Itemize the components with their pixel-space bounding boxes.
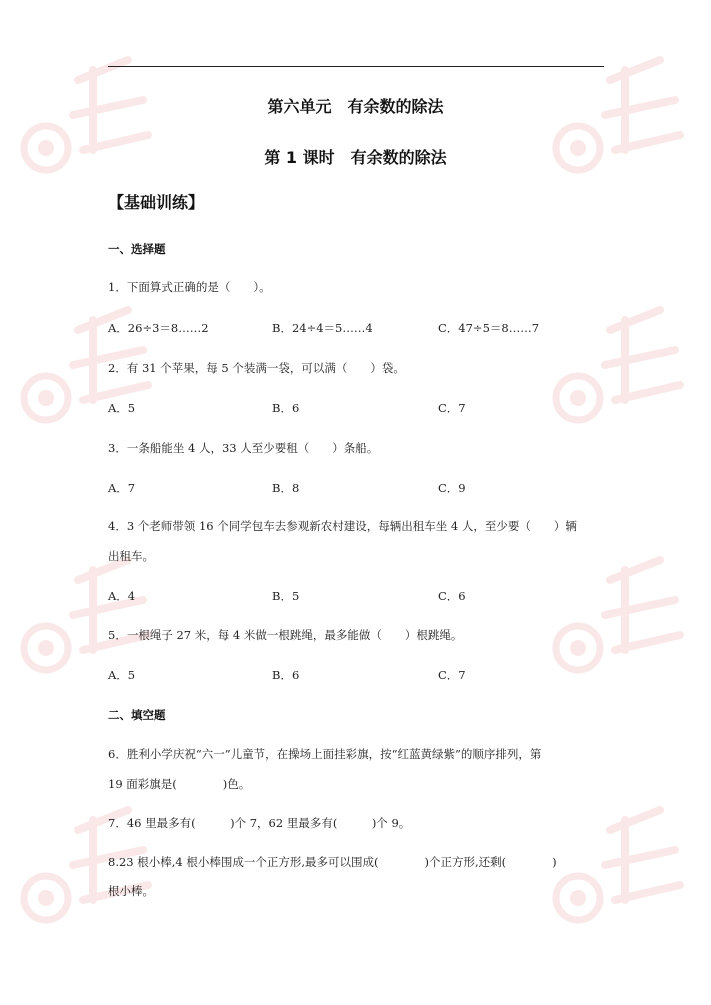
question-4-option-b: B．5 [272,589,300,603]
question-2-text: 2．有 31 个苹果，每 5 个装满一袋，可以满（ ）袋。 [108,361,405,375]
question-1-option-a: A．26÷3＝8……2 [108,321,209,335]
question-3-option-c: C．9 [438,481,466,495]
watermark-logo-icon [540,290,690,440]
question-8-text-line1: 8.23 根小棒,4 根小棒围成一个正方形,最多可以围成( )个正方形,还剩( ) [108,855,557,869]
question-1-option-c: C．47÷5＝8……7 [438,321,540,335]
section-heading: 【基础训练】 [108,193,205,212]
question-2-option-c: C．7 [438,401,466,415]
question-1-text: 1．下面算式正确的是（ ）。 [108,280,271,294]
question-7-text: 7．46 里最多有( )个 7，62 里最多有( )个 9。 [108,816,411,830]
question-4-text-line1: 4．3 个老师带领 16 个同学包车去参观新农村建设，每辆出租车坐 4 人，至少要（ ）辆 [108,519,577,533]
question-1-option-b: B．24÷4＝5……4 [272,321,373,335]
question-5-text: 5．一根绳子 27 米，每 4 米做一根跳绳，最多能做（ ）根跳绳。 [108,628,463,642]
question-2-option-b: B．6 [272,401,300,415]
watermark-logo-icon [540,790,690,940]
question-5-option-c: C．7 [438,668,466,682]
question-4-option-a: A．4 [108,589,136,603]
question-4-option-c: C．6 [438,589,466,603]
question-3-text: 3．一条船能坐 4 人，33 人至少要租（ ）条船。 [108,441,379,455]
question-4-text-line2: 出租车。 [108,549,154,563]
question-6-text-line2: 19 面彩旗是( )色。 [108,777,251,791]
question-3-option-a: A．7 [108,481,136,495]
lesson-title: 第 1 课时 有余数的除法 [264,148,447,167]
unit-title: 第六单元 有余数的除法 [267,97,444,116]
question-8-text-line2: 根小棒。 [108,884,154,898]
header-rule [108,66,604,67]
question-5-option-a: A．5 [108,668,136,682]
question-6-text-line1: 6．胜利小学庆祝“六一”儿童节，在操场上面挂彩旗，按“红蓝黄绿紫”的顺序排列，第 [108,747,542,761]
question-5-option-b: B．6 [272,668,300,682]
question-3-option-b: B．8 [272,481,300,495]
section-title-fill: 二、填空题 [108,708,166,722]
question-2-option-a: A．5 [108,401,136,415]
section-title-choice: 一、选择题 [108,242,166,256]
watermark-logo-icon [540,540,690,690]
